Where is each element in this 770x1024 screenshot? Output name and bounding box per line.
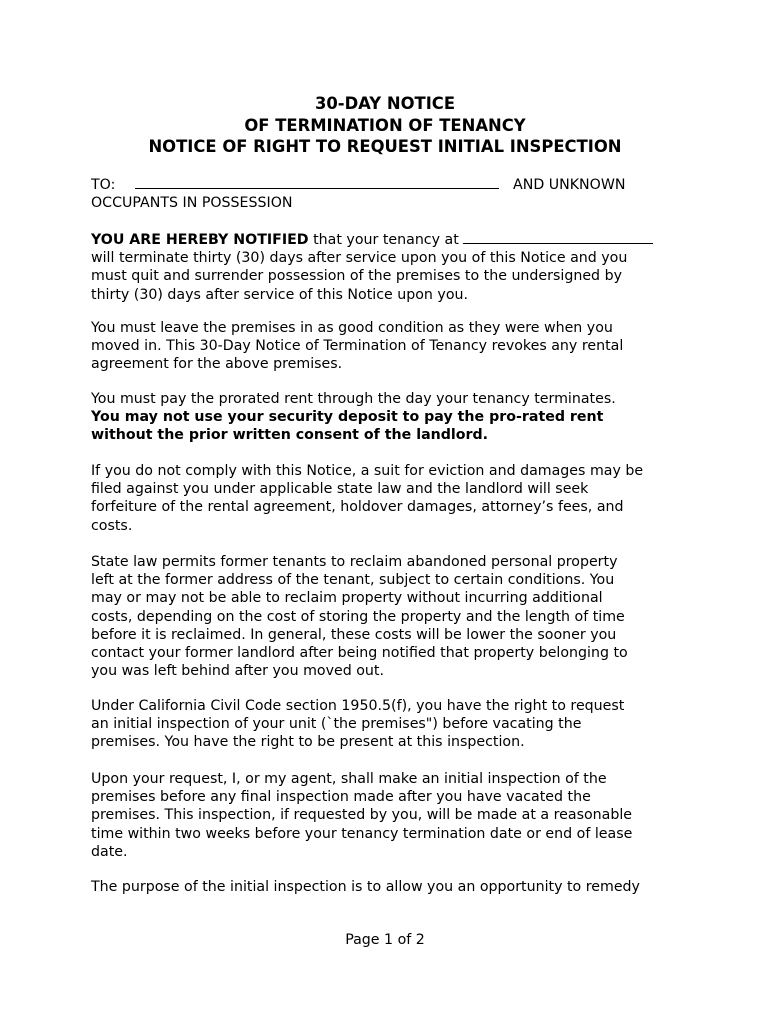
paragraph-line: left at the former address of the tenant, subject to certain conditions. You [91, 572, 615, 589]
document-title [0, 93, 770, 158]
paragraph-line: date. [91, 843, 128, 860]
and-unknown-label: AND UNKNOWN [513, 177, 626, 193]
paragraph-line: thirty (30) days after service of this Notice upon you. [91, 286, 469, 303]
premises-address-blank [463, 229, 653, 244]
paragraph-line: an initial inspection of your unit (`the premises") before vacating the [91, 716, 582, 733]
condition-paragraph [91, 319, 691, 374]
paragraph-line: The purpose of the initial inspection is to allow you an opportunity to remedy [91, 879, 640, 895]
title-line-3: NOTICE OF RIGHT TO REQUEST INITIAL INSPECTION [148, 137, 622, 156]
title-line-1: 30-DAY NOTICE [314, 94, 456, 113]
title-line-2: OF TERMINATION OF TENANCY [244, 115, 526, 135]
recipient-block [91, 174, 691, 212]
occupants-line: OCCUPANTS IN POSSESSION [91, 195, 293, 212]
paragraph-line: before it is reclaimed. In general, these costs will be lower the sooner you [91, 626, 617, 643]
paragraph-line: moved in. This 30-Day Notice of Termination of Tenancy revokes any rental [91, 338, 624, 355]
paragraph-line: premises. You have the right to be present at this inspection. [91, 734, 525, 751]
paragraph-line: contact your former landlord after being notified that property belonging to [91, 645, 628, 662]
paragraph-line: If you do not comply with this Notice, a suit for eviction and damages may be [91, 463, 644, 479]
notice-paragraph [91, 229, 691, 304]
paragraph-line: premises. This inspection, if requested by you, will be made at a reasonable [91, 807, 633, 824]
deposit-warning-line: without the prior written consent of the landlord. [91, 427, 489, 444]
inspection-purpose-paragraph [91, 878, 691, 896]
inspection-request-paragraph [91, 770, 691, 861]
inspection-right-paragraph [91, 697, 691, 752]
paragraph-line: You must pay the prorated rent through the day your tenancy terminates. [91, 391, 616, 407]
paragraph-line: filed against you under applicable state law and the landlord will seek [91, 481, 589, 498]
notified-text: that your tenancy at [308, 232, 464, 248]
paragraph-line: premises before any final inspection made after you have vacated the [91, 789, 591, 806]
paragraph-line: costs, depending on the cost of storing the property and the length of time [91, 608, 625, 625]
deposit-warning-line: You may not use your security deposit to pay the pro-rated rent [91, 409, 604, 426]
notified-heading: YOU ARE HEREBY NOTIFIED [91, 232, 309, 248]
paragraph-line: will terminate thirty (30) days after service upon you of this Notice and you [91, 250, 628, 267]
paragraph-line: State law permits former tenants to reclaim abandoned personal property [91, 554, 618, 570]
paragraph-line: time within two weeks before your tenancy termination date or end of lease [91, 825, 633, 842]
paragraph-line: forfeiture of the rental agreement, holdover damages, attorney’s fees, and [91, 499, 624, 516]
recipient-name-blank [135, 174, 499, 189]
rent-paragraph [91, 390, 691, 445]
paragraph-line: Under California Civil Code section 1950.5(f), you have the right to request [91, 698, 625, 714]
paragraph-line: You must leave the premises in as good condition as they were when you [91, 320, 613, 336]
abandoned-property-paragraph [91, 553, 691, 680]
paragraph-line: Upon your request, I, or my agent, shall make an initial inspection of the [91, 771, 607, 787]
recipient-line [91, 174, 691, 194]
paragraph-line: you was left behind after you moved out. [91, 663, 384, 680]
notice-first-line [91, 229, 691, 249]
paragraph-line: may or may not be able to reclaim property without incurring additional [91, 590, 603, 607]
page-number: Page 1 of 2 [345, 932, 425, 948]
paragraph-line: costs. [91, 517, 133, 534]
eviction-paragraph [91, 462, 691, 535]
paragraph-line: agreement for the above premises. [91, 356, 343, 373]
paragraph-line: must quit and surrender possession of the premises to the undersigned by [91, 268, 622, 285]
to-label: TO: [91, 177, 116, 193]
